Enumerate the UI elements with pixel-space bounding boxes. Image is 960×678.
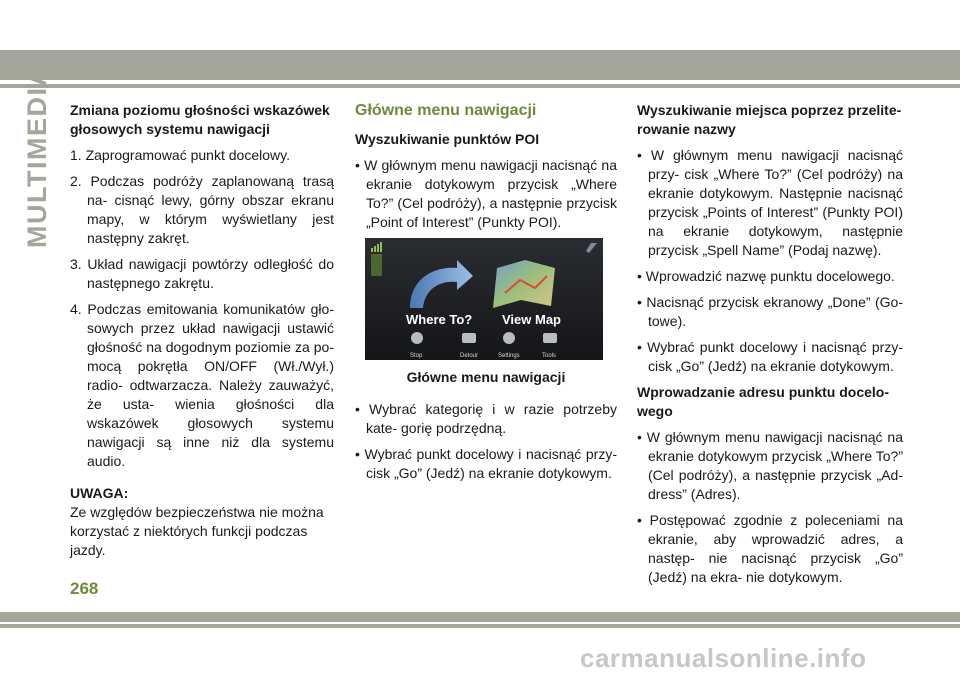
watermark-text: carmanualsonline.info: [580, 643, 867, 673]
column-2: [355, 101, 617, 490]
note-text: Ze względów bezpieczeństwa nie można korzystać z niektórych funkcji podczas jazdy.: [70, 504, 324, 558]
nav-main-menu-screenshot: [365, 238, 603, 360]
figure-caption: Główne menu nawigacji: [406, 369, 566, 385]
section-side-label: MULTIMEDIA: [22, 65, 52, 248]
col3-heading-2: Wprowadzanie adresu punktu docelo- wego: [637, 384, 890, 419]
bottom-band-line: [0, 624, 960, 628]
top-band: [0, 50, 960, 80]
column-3: [637, 101, 903, 594]
detour-icon: [462, 333, 476, 343]
col3-bullet-5: • W głównym menu nawigacji nacisnąć na ekranie dotykowym przycisk „Where To?” (Cel podróży), a następnie przycisk „Ad- dress” (Adres).: [637, 429, 903, 502]
col3-bullet-4: • Wybrać punkt docelowy i nacisnąć przy- cisk „Go” (Jedź) na ekranie dotykowym.: [637, 339, 903, 374]
col2-bullet-2: • Wybrać kategorię i w razie potrzeby kate- gorię podrzędną.: [355, 401, 617, 436]
col3-bullet-2: • Wprowadzić nazwę punktu docelowego.: [637, 268, 895, 284]
col1-item-4: 4. Podczas emitowania komunikatów gło- sowych przez układ nawigacji ustawić głośność na dogodnym poziomie za po- mocą pokrętła ON/OFF (Wł./Wył.) radio- odtwarzacza. Należy zauważyć, że usta- wienia głośności dla wskazówek głosowych systemu nawigacji są inne niż dla systemu audio.: [70, 301, 334, 469]
tools-icon: [543, 333, 557, 343]
col2-bullet-3: • Wybrać punkt docelowy i nacisnąć przy- cisk „Go” (Jedź) na ekranie dotykowym.: [355, 446, 617, 481]
toolbar-stop-label[interactable]: Stop: [410, 353, 423, 359]
col1-item-2: 2. Podczas podróży zaplanowaną trasą na- cisnąć lewy, górny obszar ekranu mapy, w którym wyświetlany jest następny zakręt.: [70, 173, 334, 246]
where-to-button[interactable]: Where To?: [406, 312, 473, 327]
col2-bullet-1: • W głównym menu nawigacji nacisnąć na ekranie dotykowym przycisk „Where To?” (Cel podróży), a następnie przycisk „Point of Interest” (Punkty POI).: [355, 157, 617, 230]
settings-icon: [503, 332, 515, 344]
col1-heading: Zmiana poziomu głośności wskazówek głosowych systemu nawigacji: [70, 102, 330, 137]
page-number: 268: [70, 579, 99, 598]
col3-heading-1: Wyszukiwanie miejsca poprzez przelite- rowanie nazwy: [637, 102, 902, 137]
toolbar-detour-label[interactable]: Detour: [460, 353, 479, 359]
note-title: UWAGA:: [70, 485, 129, 501]
bottom-band: [0, 612, 960, 622]
stop-icon: [411, 332, 423, 344]
col3-bullet-6: • Postępować zgodnie z poleceniami na ekranie, aby wprowadzić adres, a następ- nie nacisnąć przycisk „Go” (Jedź) na ekra- nie dotykowym.: [637, 512, 903, 585]
toolbar-settings-label[interactable]: Settings: [498, 353, 520, 359]
col2-subheading: Wyszukiwanie punktów POI: [355, 131, 540, 147]
column-1: [70, 101, 334, 560]
toolbar-tools-label[interactable]: Tools: [542, 353, 557, 359]
top-band-line: [0, 84, 960, 88]
nav-screen-graphic: [365, 238, 603, 360]
view-map-button[interactable]: View Map: [502, 312, 562, 327]
col3-bullet-3: • Nacisnąć przycisk ekranowy „Done” (Go- towe).: [637, 294, 903, 329]
section-title: Główne menu nawigacji: [355, 102, 537, 119]
col1-item-3: 3. Układ nawigacji powtórzy odległość do następnego zakrętu.: [70, 256, 334, 291]
col3-bullet-1: • W głównym menu nawigacji nacisnąć przy- cisk „Where To?” (Cel podróży) na ekranie dotykowym. Następnie nacisnąć przycisk „Points of Interest” (Punkty POI) na ekranie dotykowym, następnie przycisk „Spell Name” (Podaj nazwę).: [637, 147, 903, 258]
col1-item-1: 1. Zaprogramować punkt docelowy.: [70, 147, 290, 163]
